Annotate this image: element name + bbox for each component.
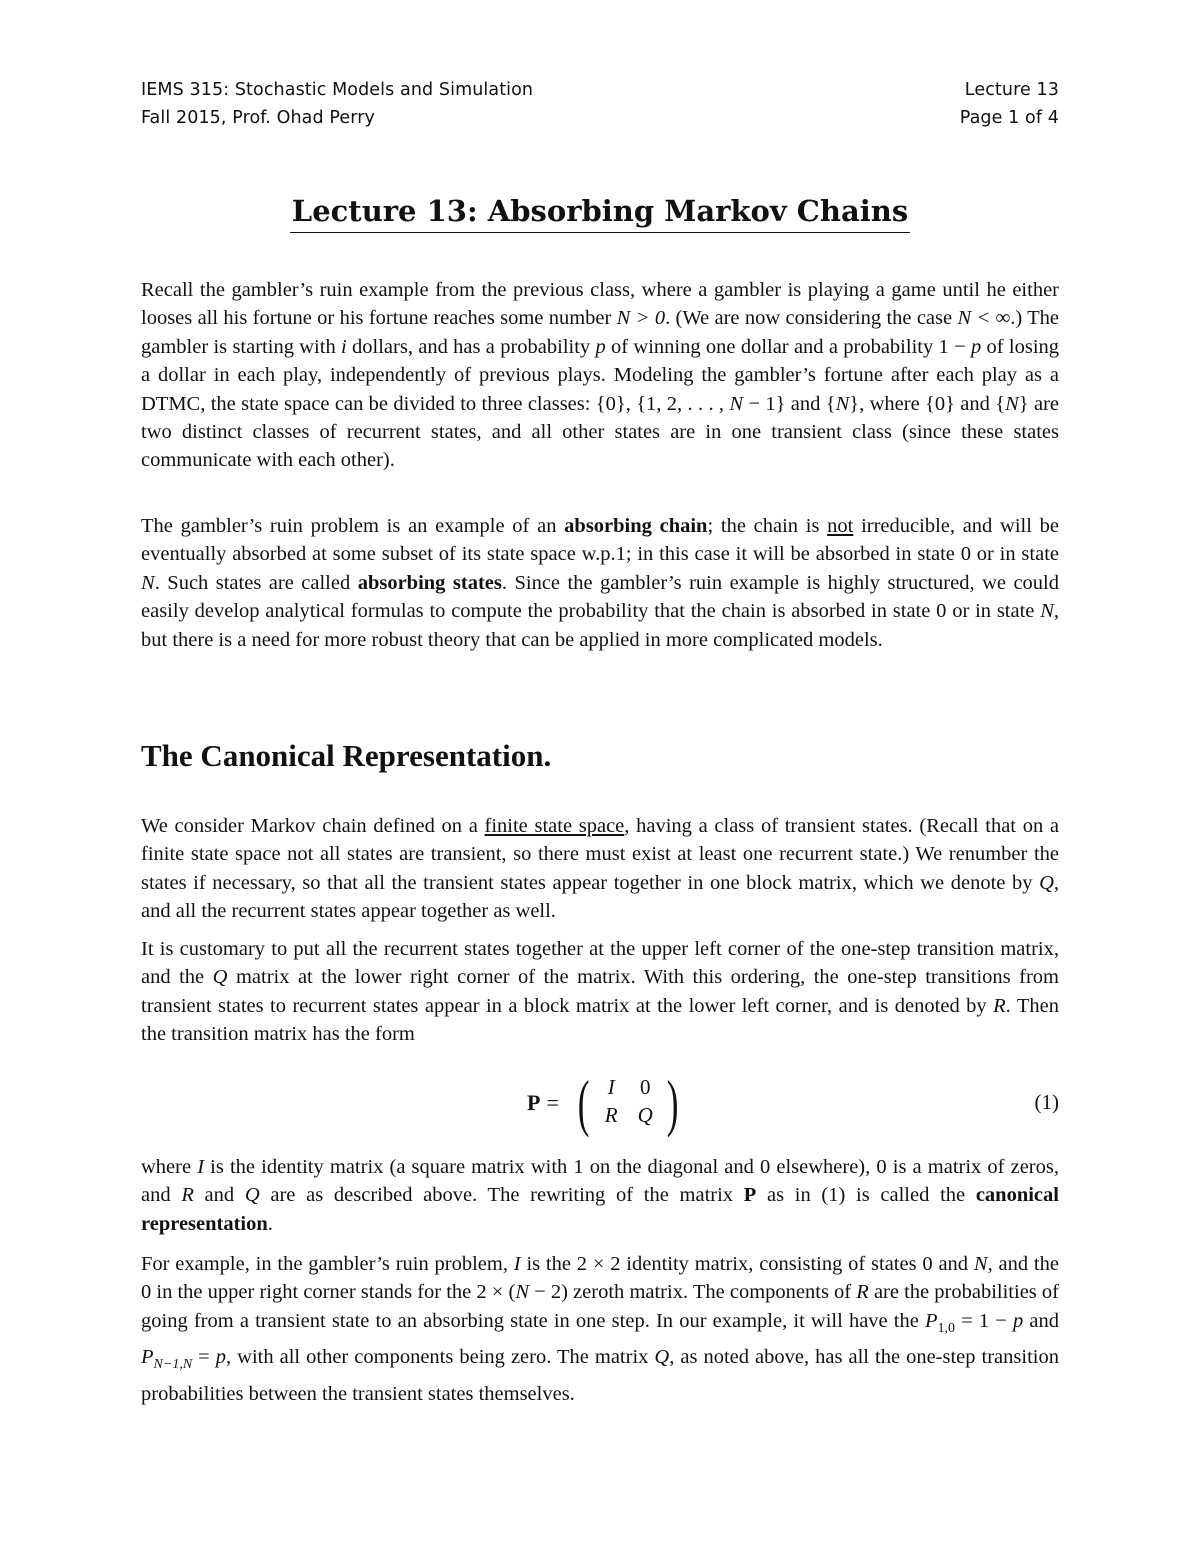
paragraph-absorbing: The gambler’s ruin problem is an example of an absorbing chain; the chain is not irreducible, and will be eventually absorbed at some subset of its state space w.p.1; in this case it will be absorbed in state 0 or in state N. Such states are called absorbing states. Since the gambler’s ruin example is highly structured, we could easily develop analytical formulas to compute the probability that the chain is absorbed in state 0 or in state N, but there is a need for more robust theory that can be applied in more complicated models. xyxy=(141,515,1060,651)
lecture-number: Lecture 13 xyxy=(964,80,1059,100)
eq-equals: = xyxy=(546,1090,559,1115)
equation-number: (1) xyxy=(1034,1090,1059,1114)
paragraph-finite-space: We consider Markov chain defined on a finite state space, having a class of transient states. (Recall that on a finite state space not all states are transient, so there must exist at least one recurrent state.) We renumber the states if necessary, so that all the transient states appear together in one block matrix, which we denote by Q, and all the recurrent states appear together as well. xyxy=(141,815,1060,923)
matrix-I: I xyxy=(607,1075,615,1099)
paragraph-example: For example, in the gambler’s ruin problem, I is the 2 × 2 identity matrix, consisting of states 0 and N, and the 0 in the upper right corner stands for the 2 × (N − 2) zeroth matrix. The components of R are the probabilities of going from a transient state to an absorbing state in one step. In our example, it will have the $P_{1,0} = 1 - p$ and $P_{N-1,N} = p$, with all other components being zero. The matrix Q, as noted above, has all the one-step transition probabilities between the transient states themselves. xyxy=(141,1253,1059,1405)
page-indicator: Page 1 of 4 xyxy=(959,108,1059,128)
eq-lhs: P xyxy=(527,1090,541,1115)
paragraph-definitions: where I is the identity matrix (a square matrix with 1 on the diagonal and 0 elsewhere), 0 is a matrix of zeros, and R and Q are as described above. The rewriting of the matrix P as in (1) is called the canonical representation. xyxy=(141,1156,1059,1235)
matrix-zero: 0 xyxy=(639,1075,651,1099)
matrix-R: R xyxy=(604,1103,618,1127)
course-title: IEMS 315: Stochastic Models and Simulation xyxy=(141,80,534,100)
section-heading: The Canonical Representation. xyxy=(141,738,552,773)
term-instructor: Fall 2015, Prof. Ohad Perry xyxy=(141,108,376,128)
block-matrix: ( I 0 R Q ) xyxy=(577,1067,679,1138)
page-title: Lecture 13: Absorbing Markov Chains xyxy=(0,194,1200,233)
equation-canonical-form xyxy=(0,1068,1200,1138)
matrix-Q: Q xyxy=(637,1103,653,1127)
paragraph-intro: Recall the gambler’s ruin example from the previous class, where a gambler is playing a game until he either looses all his fortune or his fortune reaches some number N > 0. (We are now considering the case N < ∞.) The gambler is starting with i dollars, and has a probability p of winning one dollar and a probability 1 − p of losing a dollar in each play, independently of previous plays. Modeling the gambler’s fortune after each play as a DTMC, the state space can be divided to three classes: {0}, {1, 2, . . . , N − 1} and {N}, where {0} and {N} are two distinct classes of recurrent states, and all other states are in one transient class (since these states communicate with each other). xyxy=(141,279,1060,472)
paragraph-ordering: It is customary to put all the recurrent states together at the upper left corner of the one-step transition matrix, and the Q matrix at the lower right corner of the matrix. With this ordering, the one-step transitions from transient states to recurrent states appear in a block matrix at the lower left corner, and is denoted by R. Then the transition matrix has the form xyxy=(141,938,1059,1046)
